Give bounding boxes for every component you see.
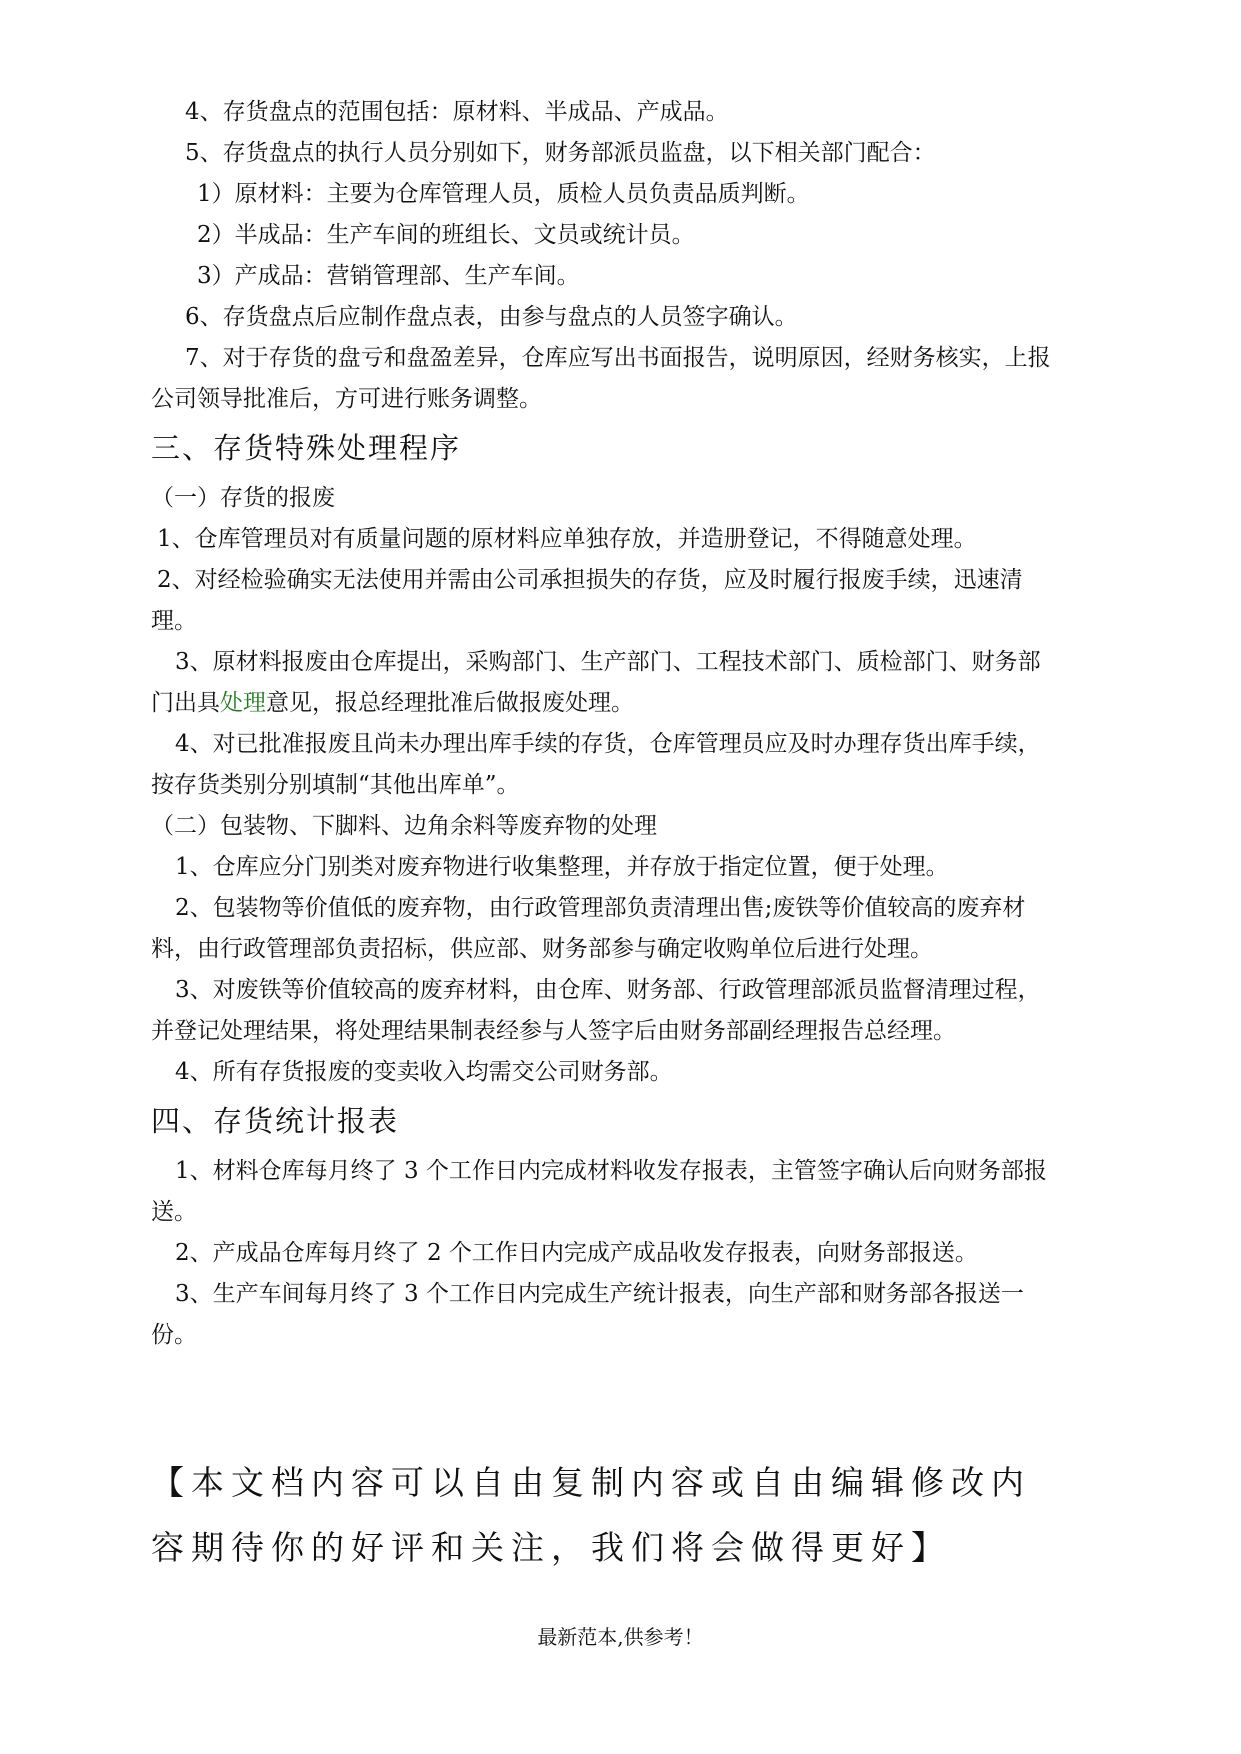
paragraph-scrap-3	[151, 642, 1051, 724]
paragraph-report-1: 1、材料仓库每月终了 3 个工作日内完成材料收发存报表，主管签字确认后向财务部报送。	[151, 1158, 1047, 1225]
paragraph-waste-3: 3、对废铁等价值较高的废弃材料，由仓库、财务部、行政管理部派员监督清理过程，并登记处理结果，将处理结果制表经参与人签字后由财务部副经理报告总经理。	[151, 977, 1041, 1044]
scrap-3-text-after: 意见，报总经理批准后做报废处理。	[266, 690, 634, 716]
subsection-title-waste: （二）包装物、下脚料、边角余料等废弃物的处理	[151, 813, 657, 839]
paragraph-scrap-2: 2、对经检验确实无法使用并需由公司承担损失的存货，应及时履行报废手续，迅速清理。	[151, 567, 1023, 634]
highlighted-term-processing: 处理	[220, 690, 266, 716]
subsection-title-scrap: （一）存货的报废	[151, 485, 335, 511]
paragraph-report-3: 3、生产车间每月终了 3 个工作日内完成生产统计报表，向生产部和财务部各报送一份。	[151, 1281, 1024, 1348]
paragraph-count-sheet: 6、存货盘点后应制作盘点表，由参与盘点的人员签字确认。	[185, 304, 798, 330]
paragraph-raw-materials: 1）原材料：主要为仓库管理人员，质检人员负责品质判断。	[197, 181, 810, 207]
paragraph-count-personnel: 5、存货盘点的执行人员分别如下，财务部派员监盘，以下相关部门配合：	[185, 140, 936, 166]
paragraph-waste-4: 4、所有存货报废的变卖收入均需交公司财务部。	[175, 1059, 673, 1085]
paragraph-semi-finished: 2）半成品：生产车间的班组长、文员或统计员。	[197, 222, 695, 248]
paragraph-waste-2: 2、包装物等价值低的废弃物，由行政管理部负责清理出售;废铁等价值较高的废弃材料，由行政管理部负责招标，供应部、财务部参与确定收购单位后进行处理。	[151, 895, 1026, 962]
paragraph-scrap-4: 4、对已批准报废且尚未办理出库手续的存货，仓库管理员应及时办理存货出库手续，按存货类别分别填制“其他出库单”。	[151, 731, 1041, 798]
paragraph-finished-goods: 3）产成品：营销管理部、生产车间。	[197, 263, 580, 289]
paragraph-report-2: 2、产成品仓库每月终了 2 个工作日内完成产成品收发存报表，向财务部报送。	[175, 1240, 978, 1266]
closing-note: 【本文档内容可以自由复制内容或自由编辑修改内容期待你的好评和关注，我们将会做得更好】	[151, 1463, 1031, 1567]
scrap-3-text-before: 3、原材料报废由仓库提出，采购部门、生产部门、工程技术部门、质检部门、财务部门出具	[151, 649, 1041, 716]
document-body	[151, 92, 1051, 1356]
paragraph-waste-1: 1、仓库应分门别类对废弃物进行收集整理，并存放于指定位置，便于处理。	[175, 854, 949, 880]
paragraph-variance-report: 7、对于存货的盘亏和盘盈差异，仓库应写出书面报告，说明原因，经财务核实，上报公司领导批准后，方可进行账务调整。	[151, 345, 1051, 412]
section-heading-statistics-report: 四、存货统计报表	[151, 1104, 400, 1138]
paragraph-scrap-1: 1、仓库管理员对有质量问题的原材料应单独存放，并造册登记，不得随意处理。	[157, 526, 977, 552]
paragraph-inventory-scope: 4、存货盘点的范围包括：原材料、半成品、产成品。	[185, 99, 729, 125]
page-footer: 最新范本,供参考！	[537, 1625, 704, 1649]
section-heading-special-handling: 三、存货特殊处理程序	[151, 431, 462, 465]
